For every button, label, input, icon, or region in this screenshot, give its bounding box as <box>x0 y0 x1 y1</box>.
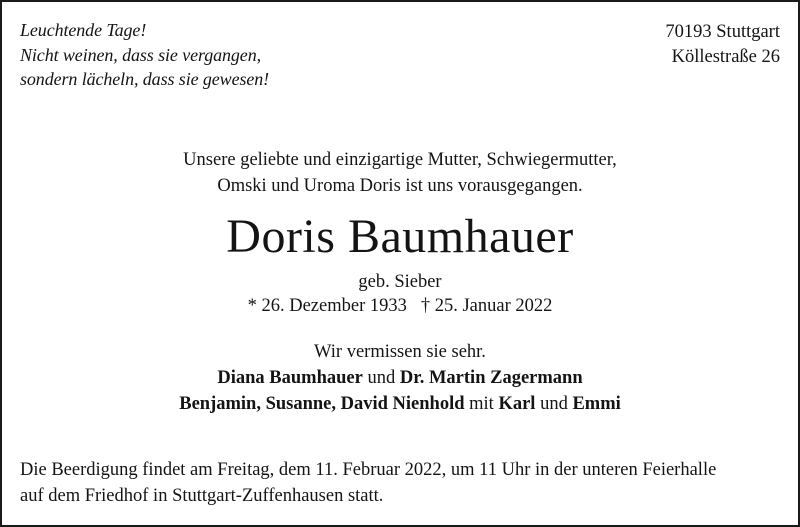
deceased-name: Doris Baumhauer <box>226 210 574 263</box>
funeral-details <box>20 458 790 509</box>
maiden-name: geb. Sieber <box>358 272 442 292</box>
cross-icon: † <box>420 296 431 316</box>
mourner-name: Emmi <box>572 394 621 414</box>
mourners-list <box>2 365 798 417</box>
mourners-intro: Wir vermissen sie sehr. <box>314 342 486 362</box>
address-street: Köllestraße 26 <box>671 47 780 67</box>
memorial-quote <box>20 18 269 92</box>
mourner-name: Dr. Martin Zagermann <box>399 368 583 388</box>
conjunction: mit <box>469 394 494 414</box>
mourner-name: Benjamin, Susanne, David Nienhold <box>179 394 465 414</box>
mourners-line <box>2 391 798 417</box>
mourner-name: Diana Baumhauer <box>217 368 363 388</box>
life-dates <box>2 294 798 318</box>
quote-line: sondern lächeln, dass sie gewesen! <box>20 69 270 89</box>
intro-line: Omski und Uroma Doris ist uns vorausgegangen. <box>217 176 583 196</box>
funeral-line: auf dem Friedhof in Stuttgart-Zuffenhausen statt. <box>20 485 384 506</box>
conjunction: und <box>367 368 396 388</box>
quote-line: Leuchtende Tage! <box>20 20 147 40</box>
address-city: 70193 Stuttgart <box>665 22 780 42</box>
conjunction: und <box>540 394 568 414</box>
announcement-intro <box>2 147 798 199</box>
birth-date: * 26. Dezember 1933 <box>247 296 407 316</box>
funeral-line: Die Beerdigung findet am Freitag, dem 11. Februar 2022, um 11 Uhr in der unteren Feierhalle <box>20 460 717 480</box>
family-address <box>665 20 780 70</box>
intro-line: Unsere geliebte und einzigartige Mutter, Schwiegermutter, <box>183 150 617 170</box>
mourners-line <box>2 365 798 391</box>
quote-line: Nicht weinen, dass sie vergangen, <box>20 44 261 65</box>
mourner-name: Karl <box>498 394 536 414</box>
death-date: 25. Januar 2022 <box>434 296 553 316</box>
